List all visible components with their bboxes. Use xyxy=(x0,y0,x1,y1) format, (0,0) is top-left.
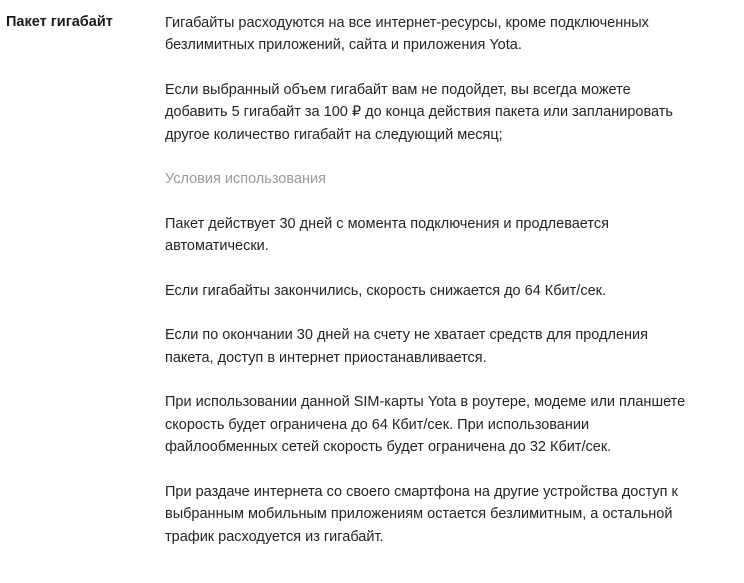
section-title: Пакет гигабайт xyxy=(6,14,113,30)
term-insufficient-funds: Если по окончании 30 дней на счету не хватает средств для продления пакета, доступ в интернет приостанавливается. xyxy=(165,327,648,366)
term-tethering: При раздаче интернета со своего смартфона на другие устройства доступ к выбранным мобильным приложениям остается безлимитным, а остальной трафик расходуется из гигабайт. xyxy=(165,483,678,545)
subheading-terms-of-use: Условия использования xyxy=(165,171,326,188)
paragraph-gigabyte-usage: Гигабайты расходуются на все интернет-ресурсы, кроме подключенных безлимитных приложений, сайта и приложения Yota. xyxy=(165,15,649,54)
term-package-duration: Пакет действует 30 дней с момента подключения и продлевается автоматически. xyxy=(165,215,609,255)
paragraph-add-gigabytes: Если выбранный объем гигабайт вам не подойдет, вы всегда можете добавить 5 гигабайт за 100 ₽ до конца действия пакета или запланировать другое количество гигабайт на следующий месяц; xyxy=(165,81,673,143)
term-speed-after-limit: Если гигабайты закончились, скорость снижается до 64 Кбит/сек. xyxy=(165,282,607,299)
term-router-modem-tablet: При использовании данной SIM-карты Yota в роутере, модеме или планшете скорость будет ограничена до 64 Кбит/сек. При использовании файлообменных сетей скорость будет ограничена до 32 Кбит/сек. xyxy=(165,394,686,456)
section-body xyxy=(165,12,744,548)
